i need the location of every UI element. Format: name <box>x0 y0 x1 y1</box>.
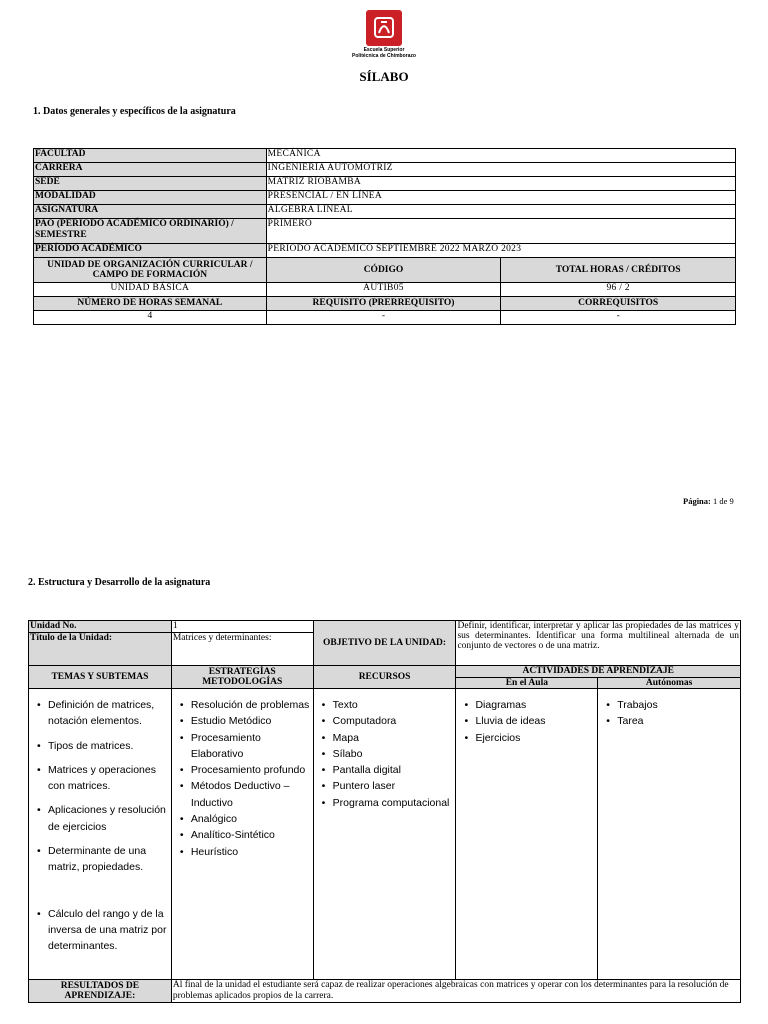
section-2-title: 2. Estructura y Desarrollo de la asignatura <box>28 577 211 588</box>
table-row <box>34 244 736 258</box>
objective-value: Definir, identificar, interpretar y aplicar las propiedades de las matrices y sus determinantes. Identificar una forma multilineal alternada de un conjunto de vectores o de una matriz. <box>456 621 741 666</box>
list-item: • Computadora <box>315 713 455 729</box>
table-row <box>34 177 736 191</box>
unit-number-value: 1 <box>171 621 313 633</box>
list-item: • Determinante de una matriz, propiedades. <box>37 845 147 874</box>
list-item: • Sílabo <box>315 746 455 762</box>
temas-cell <box>29 689 172 980</box>
bullet-icon: • <box>464 731 469 744</box>
bullet-icon: • <box>606 715 610 728</box>
row-value: MECÁNICA <box>266 149 735 163</box>
row-label: PERÍODO ACADÉMICO <box>34 244 267 258</box>
bullet-icon: • <box>179 845 184 858</box>
row-value: ALGEBRA LINEAL <box>266 205 735 219</box>
table-row <box>29 621 741 633</box>
list-item: • Métodos Deductivo – Inductivo <box>179 780 290 809</box>
cell-value: AUTIB05 <box>266 283 501 297</box>
table-row <box>34 311 736 325</box>
list-item: • Lluvia de ideas <box>457 713 596 729</box>
list-item: • Procesamiento Elaborativo <box>179 731 261 760</box>
column-header-recursos: RECURSOS <box>313 666 456 689</box>
institution-line-1: Escuela Superior <box>363 47 405 53</box>
bullet-icon: • <box>179 813 184 826</box>
list-item: • Estudio Metódico <box>173 713 312 729</box>
list-item: • Cálculo del rango y de la inversa de una matriz por determinantes. <box>37 907 167 953</box>
bullet-icon: • <box>321 731 326 744</box>
cell-value: 96 / 2 <box>501 283 736 297</box>
list-item: • Texto <box>315 697 455 713</box>
institution-line-2: Politécnica de Chimborazo <box>352 53 416 59</box>
recursos-cell <box>313 689 456 980</box>
cell-value: UNIDAD BÁSICA <box>34 283 267 297</box>
bullet-icon: • <box>321 780 326 793</box>
list-item: • Trabajos <box>599 697 739 713</box>
list-item: • Aplicaciones y resolución de ejercicios <box>37 804 166 833</box>
list-item: • Tarea <box>599 713 739 729</box>
espoch-logo-icon <box>366 10 402 46</box>
column-header: UNIDAD DE ORGANIZACIÓN CURRICULAR / CAMPO DE FORMACIÓN <box>34 258 267 283</box>
table-row <box>29 980 741 1003</box>
estrategias-cell <box>171 689 313 980</box>
column-header: CÓDIGO <box>266 258 501 283</box>
bullet-icon: • <box>321 699 326 711</box>
column-header: REQUISITO (PRERREQUISITO) <box>266 297 501 311</box>
row-label: MODALIDAD <box>34 191 267 205</box>
objective-label: OBJETIVO DE LA UNIDAD: <box>313 621 456 666</box>
bullet-icon: • <box>179 829 184 842</box>
general-data-table <box>33 148 736 325</box>
results-label: RESULTADOS DE APRENDIZAJE: <box>29 980 172 1003</box>
bullet-icon: • <box>179 699 184 711</box>
table-row <box>34 258 736 283</box>
row-label: CARRERA <box>34 163 267 177</box>
aula-cell <box>456 689 598 980</box>
row-value: PRESENCIAL / EN LÍNEA <box>266 191 735 205</box>
bullet-icon: • <box>321 764 326 777</box>
page-number-value: 1 de 9 <box>713 496 734 506</box>
recursos-list <box>315 689 455 811</box>
temas-list <box>30 689 170 955</box>
list-item: • Puntero laser <box>315 778 455 794</box>
row-label: PAO (PERIODO ACADÉMICO ORDINARIO) / SEMESTRE <box>34 219 267 244</box>
list-item: • Pantalla digital <box>315 762 455 778</box>
bullet-icon: • <box>37 907 41 920</box>
list-item: • Procesamiento profundo <box>173 762 312 778</box>
row-label: ASIGNATURA <box>34 205 267 219</box>
table-row <box>34 149 736 163</box>
table-row <box>29 666 741 678</box>
bullet-icon: • <box>321 747 326 760</box>
section-1-title: 1. Datos generales y específicos de la asignatura <box>33 106 236 117</box>
bullet-icon: • <box>37 845 41 858</box>
row-value: PERIODO ACADEMICO SEPTIEMBRE 2022 MARZO 2023 <box>266 244 735 258</box>
table-row <box>34 219 736 244</box>
table-row <box>34 283 736 297</box>
bullet-icon: • <box>37 763 41 776</box>
page-number-label: Página: <box>683 496 711 506</box>
document-title: SÍLABO <box>359 69 409 84</box>
column-header-actividades: ACTIVIDADES DE APRENDIZAJE <box>456 666 741 678</box>
cell-value: - <box>266 311 501 325</box>
results-value: Al final de la unidad el estudiante será capaz de realizar operaciones algebraicas con matrices y operar con los determinantes para la resolución de problemas aplicados propios de la carrera. <box>171 980 740 1003</box>
bullet-icon: • <box>464 699 469 711</box>
row-label: FACULTAD <box>34 149 267 163</box>
list-item: • Diagramas <box>457 697 596 713</box>
column-header: CORREQUISITOS <box>501 297 736 311</box>
estrategias-list <box>173 689 312 860</box>
list-item: • Tipos de matrices. <box>30 738 170 754</box>
list-item: • Analítico-Sintético <box>173 827 312 843</box>
bullet-icon: • <box>464 715 469 728</box>
column-header-autonomas: Autónomas <box>598 677 741 689</box>
page-number <box>683 496 734 506</box>
list-item: • Matrices y operaciones con matrices. <box>37 763 156 793</box>
bullet-icon: • <box>179 731 184 744</box>
cell-value: - <box>501 311 736 325</box>
aula-list <box>457 689 596 746</box>
column-header-temas: TEMAS Y SUBTEMAS <box>29 666 172 689</box>
bullet-icon: • <box>321 715 326 728</box>
bullet-icon: • <box>37 804 41 817</box>
bullet-icon: • <box>37 699 41 711</box>
bullet-icon: • <box>179 780 184 793</box>
table-row <box>34 205 736 219</box>
list-item: • Programa computacional <box>315 795 455 811</box>
column-header-estrategias: ESTRATEGÍAS METODOLOGÍAS <box>171 666 313 689</box>
list-item: • Resolución de problemas <box>173 697 312 713</box>
bullet-icon: • <box>321 796 326 809</box>
bullet-icon: • <box>179 764 184 777</box>
list-item: • Heurístico <box>173 844 312 860</box>
bullet-icon: • <box>606 699 610 711</box>
unit-number-label: Unidad No. <box>29 621 172 633</box>
table-row <box>34 163 736 177</box>
bullet-icon: • <box>37 739 41 752</box>
table-row <box>34 191 736 205</box>
table-row <box>29 689 741 980</box>
list-item: • Mapa <box>315 730 455 746</box>
autonomas-cell <box>598 689 741 980</box>
row-value: INGENIERIA AUTOMOTRIZ <box>266 163 735 177</box>
unit-title-label: Título de la Unidad: <box>29 633 172 666</box>
list-item: • Definición de matrices, notación elementos. <box>37 699 155 728</box>
row-value: MATRIZ RIOBAMBA <box>266 177 735 191</box>
list-item: • Ejercicios <box>457 730 596 746</box>
institution-name <box>334 47 434 59</box>
column-header: TOTAL HORAS / CRÉDITOS <box>501 258 736 283</box>
unit-structure-table <box>28 620 741 1003</box>
table-row <box>34 297 736 311</box>
column-header-aula: En el Aula <box>456 677 598 689</box>
cell-value: 4 <box>34 311 267 325</box>
unit-title-value: Matrices y determinantes: <box>171 633 313 666</box>
row-value: PRIMERO <box>266 219 735 244</box>
list-item: • Analógico <box>173 811 312 827</box>
autonomas-list <box>599 689 739 730</box>
row-label: SEDE <box>34 177 267 191</box>
column-header: NÚMERO DE HORAS SEMANAL <box>34 297 267 311</box>
bullet-icon: • <box>179 715 184 728</box>
